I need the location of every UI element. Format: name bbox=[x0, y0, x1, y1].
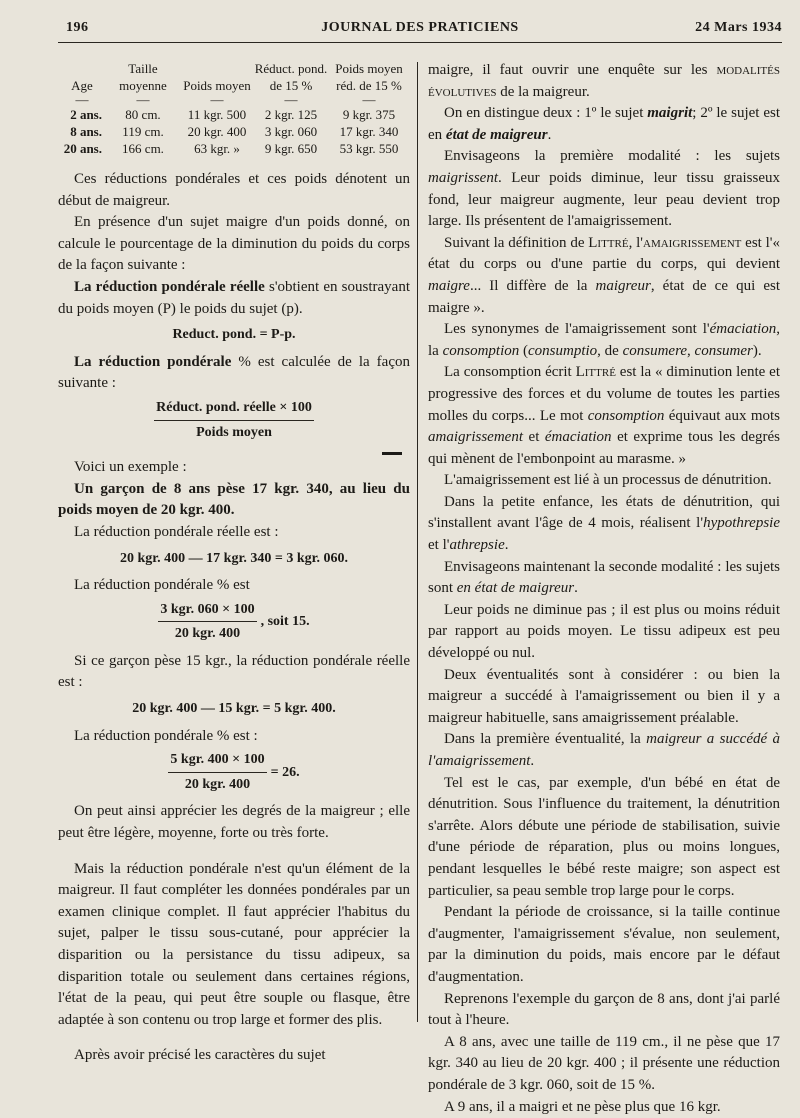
paragraph: Suivant la définition de Littré, l'amaigrissement est l'« état du corps ou d'une partie du corps, qui devient maigre... Il diffère de la maigreur, état de ce qui est maigre ». bbox=[428, 233, 780, 319]
paragraph: Si ce garçon pèse 15 kgr., la réduction pondérale réelle est : bbox=[58, 651, 410, 694]
table-cell: 20 ans. bbox=[58, 140, 106, 157]
paragraph: La réduction pondérale % est : bbox=[58, 726, 410, 748]
table-cell: 17 kgr. 340 bbox=[328, 123, 410, 140]
paragraph: Reprenons l'exemple du garçon de 8 ans, dont j'ai parlé tout à l'heure. bbox=[428, 989, 780, 1032]
table-cell: 9 kgr. 375 bbox=[328, 106, 410, 123]
paragraph: La réduction pondérale réelle est : bbox=[58, 522, 410, 544]
paragraph: A 8 ans, avec une taille de 119 cm., il ne pèse que 17 kgr. 340 au lieu de 20 kgr. 400 ; il présente une réduction pondérale de 3 kgr. 060, soit de 15 %. bbox=[428, 1032, 780, 1097]
paragraph: Envisageons la première modalité : les sujets maigrissent. Leur poids diminue, leur tissu graisseux fond, leur maigreur augmente, leur peau devient trop large. Ils présentent de l'amaigrissement. bbox=[428, 146, 780, 232]
paragraph: Voici un exemple : bbox=[58, 457, 410, 479]
paragraph: Un garçon de 8 ans pèse 17 kgr. 340, au lieu du poids moyen de 20 kgr. 400. bbox=[58, 479, 410, 522]
dash: — bbox=[106, 94, 180, 106]
paragraph: Tel est le cas, par exemple, d'un bébé en état de dénutrition. Sous l'influence du traitement, la dénutrition s'arrête. Alors débute une période de stabilisation, suivie d'une période de réparation, plus ou moins longues, pendant lesquelles le bébé reste maigre; son aspect est particulier, sa peau semble trop large pour le corps. bbox=[428, 773, 780, 903]
table-header: Poids moyen réd. de 15 % bbox=[328, 60, 410, 94]
header-rule bbox=[58, 42, 782, 43]
table-cell: 53 kgr. 550 bbox=[328, 140, 410, 157]
table-cell: 166 cm. bbox=[106, 140, 180, 157]
table-cell: 11 kgr. 500 bbox=[180, 106, 254, 123]
paragraph: Deux éventualités sont à considérer : ou bien la maigreur a succédé à l'amaigrissement ou bien il y a maigreur habituelle, sans amaigrissement préalable. bbox=[428, 665, 780, 730]
table-cell: 63 kgr. » bbox=[180, 140, 254, 157]
table-row bbox=[58, 140, 410, 157]
paragraph: La réduction pondérale réelle s'obtient en soustrayant du poids moyen (P) le poids du sujet (p). bbox=[58, 277, 410, 320]
table-header: Age bbox=[58, 60, 106, 94]
table-header-row bbox=[58, 60, 410, 94]
paragraph: On en distingue deux : 1º le sujet maigrit; 2º le sujet est en état de maigreur. bbox=[428, 103, 780, 146]
fraction-formula: $\frac{\text{5 kgr. 400 × 100}}{\text{20 kgr. 400}}$ = 26. bbox=[58, 749, 410, 795]
fraction-formula: $\frac{\text{3 kgr. 060 × 100}}{\text{20 kgr. 400}}$ , soit 15. bbox=[58, 599, 410, 645]
table-cell: 2 ans. bbox=[58, 106, 106, 123]
dash: — bbox=[58, 94, 106, 106]
right-column bbox=[428, 60, 780, 1118]
paragraph: L'amaigrissement est lié à un processus de dénutrition. bbox=[428, 470, 780, 492]
table-cell: 2 kgr. 125 bbox=[254, 106, 328, 123]
dash: — bbox=[328, 94, 410, 106]
paragraph: Leur poids ne diminue pas ; il est plus ou moins réduit par rapport au poids moyen. Le tissu adipeux est peu développé ou nul. bbox=[428, 600, 780, 665]
table-header: Poids moyen bbox=[180, 60, 254, 94]
dash: — bbox=[254, 94, 328, 106]
paragraph: On peut ainsi apprécier les degrés de la maigreur ; elle peut être légère, moyenne, forte ou très forte. bbox=[58, 801, 410, 844]
weight-table bbox=[58, 60, 410, 157]
table-cell: 20 kgr. 400 bbox=[180, 123, 254, 140]
page-number: 196 bbox=[66, 20, 89, 36]
table-cell: 80 cm. bbox=[106, 106, 180, 123]
paragraph: Après avoir précisé les caractères du sujet bbox=[58, 1045, 410, 1067]
fraction-formula: $\frac{\text{Réduct. pond. réelle × 100}}{\text{Poids moyen}}$ bbox=[58, 397, 410, 443]
table-cell: 9 kgr. 650 bbox=[254, 140, 328, 157]
paragraph: Les synonymes de l'amaigrissement sont l'émaciation, la consomption (consumptio, de consumere, consumer). bbox=[428, 319, 780, 362]
printer-mark: ▬▬ bbox=[58, 449, 410, 457]
formula: 20 kgr. 400 — 17 kgr. 340 = 3 kgr. 060. bbox=[58, 548, 410, 570]
paragraph: Ces réductions pondérales et ces poids dénotent un début de maigreur. bbox=[58, 169, 410, 212]
paragraph: La réduction pondérale % est calculée de la façon suivante : bbox=[58, 352, 410, 395]
table-row bbox=[58, 123, 410, 140]
paragraph: Envisageons maintenant la seconde modalité : les sujets sont en état de maigreur. bbox=[428, 557, 780, 600]
paragraph: Pendant la période de croissance, si la taille continue d'augmenter, l'amaigrissement s'évalue, non seulement, par la diminution du poids, mais encore par le défaut d'augmentation. bbox=[428, 902, 780, 988]
journal-title: JOURNAL DES PRATICIENS bbox=[58, 20, 782, 36]
issue-date: 24 Mars 1934 bbox=[695, 20, 782, 36]
paragraph: En présence d'un sujet maigre d'un poids donné, on calcule le pourcentage de la diminution du poids du corps de la façon suivante : bbox=[58, 212, 410, 277]
dash: — bbox=[180, 94, 254, 106]
table-header: Taille moyenne bbox=[106, 60, 180, 94]
paragraph: Dans la première éventualité, la maigreur a succédé à l'amaigrissement. bbox=[428, 729, 780, 772]
table-dash-row bbox=[58, 94, 410, 106]
column-divider bbox=[417, 62, 418, 1022]
table-row bbox=[58, 106, 410, 123]
table-cell: 8 ans. bbox=[58, 123, 106, 140]
page-header bbox=[58, 20, 782, 40]
table-cell: 3 kgr. 060 bbox=[254, 123, 328, 140]
paragraph: La réduction pondérale % est bbox=[58, 575, 410, 597]
paragraph: Mais la réduction pondérale n'est qu'un élément de la maigreur. Il faut compléter les données pondérales par un examen clinique complet. Il faut apprécier l'habitus du sujet, palper le tissu sous-cutané, pour apprécier la disparition ou la persistance du tissu adipeux, sa disparition totale ou seulement dans certaines régions, l'état de la peau, qui peut être souple ou flasque, être adaptée à son contenu ou trop large et former des plis. bbox=[58, 859, 410, 1032]
formula: 20 kgr. 400 — 15 kgr. = 5 kgr. 400. bbox=[58, 698, 410, 720]
paragraph: La consomption écrit Littré est la « diminution lente et progressive des forces et du volume de toutes les parties molles du corps... Le mot consomption équivaut aux mots amaigrissement et émaciation et exprime tous les degrés qui mènent de l'embonpoint au marasme. » bbox=[428, 362, 780, 470]
left-column bbox=[58, 60, 410, 1067]
table-cell: 119 cm. bbox=[106, 123, 180, 140]
paragraph: A 9 ans, il a maigri et ne pèse plus que 16 kgr. bbox=[428, 1097, 780, 1118]
paragraph: Dans la petite enfance, les états de dénutrition, qui s'installent avant l'âge de 4 mois, réalisent l'hypothrepsie et l'athrepsie. bbox=[428, 492, 780, 557]
table-header: Réduct. pond. de 15 % bbox=[254, 60, 328, 94]
formula: Reduct. pond. = P-p. bbox=[58, 324, 410, 346]
paragraph: maigre, il faut ouvrir une enquête sur les modalités évolutives de la maigreur. bbox=[428, 60, 780, 103]
